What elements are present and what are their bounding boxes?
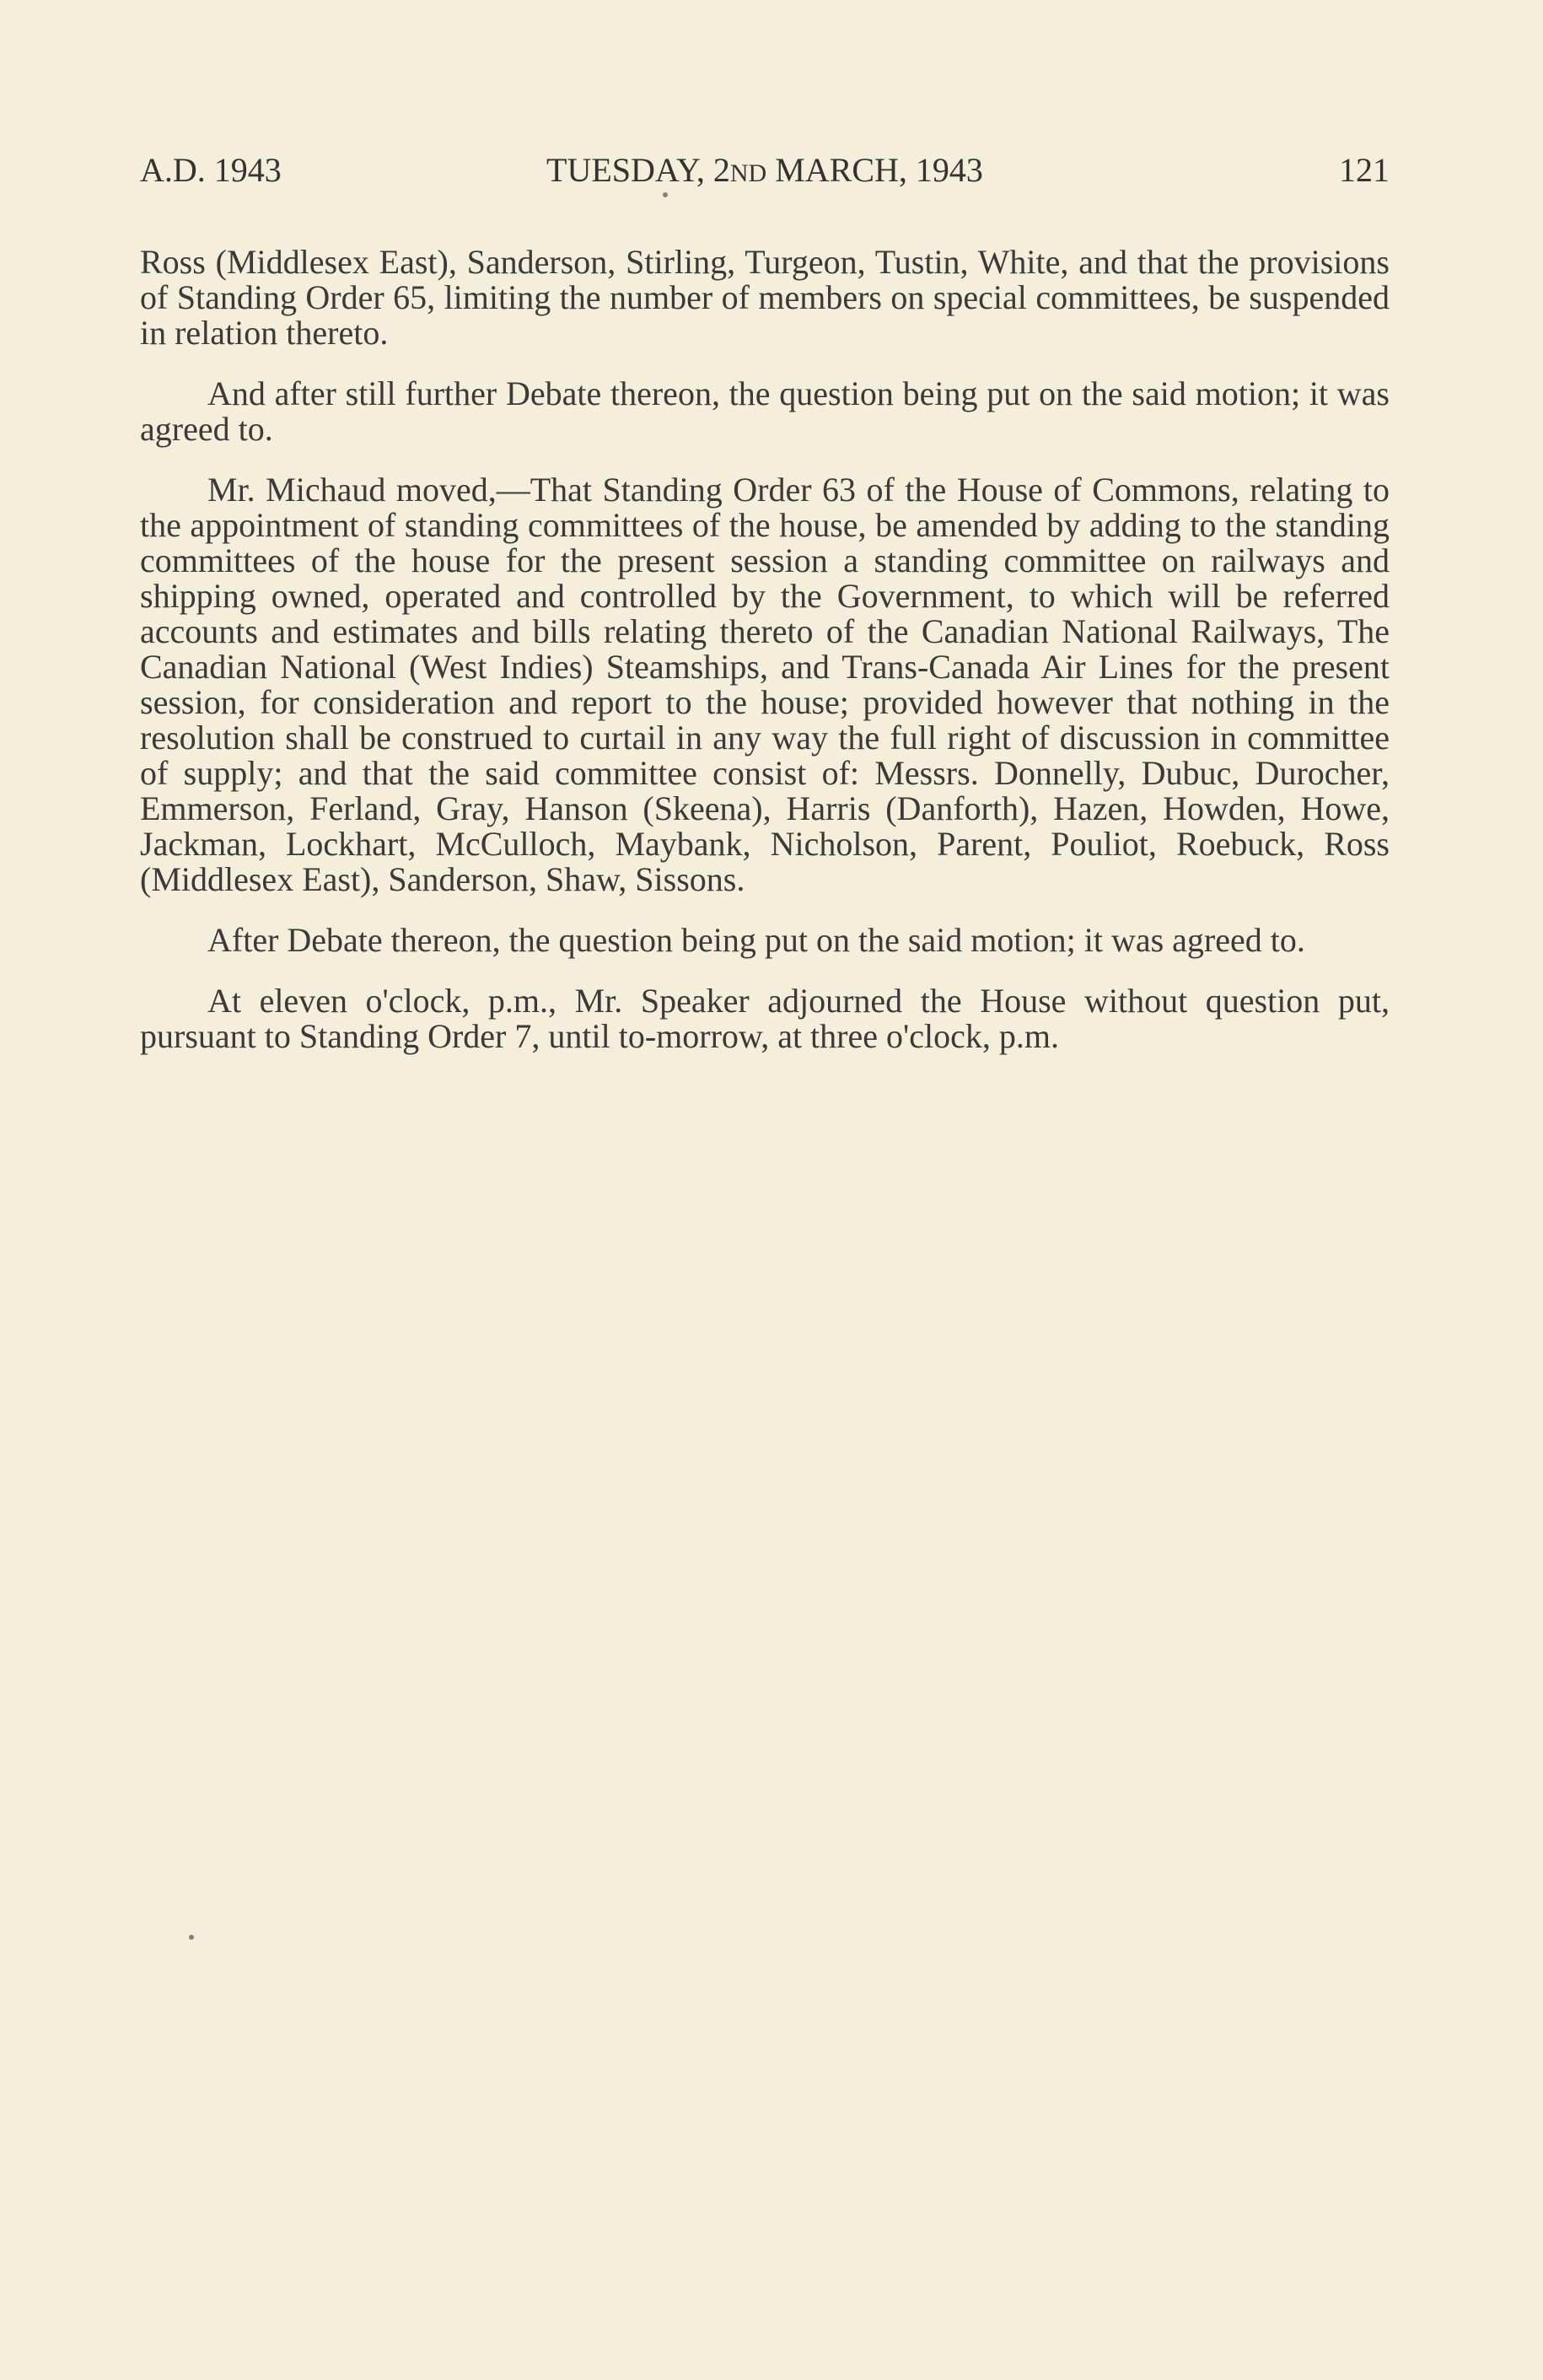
header-year: A.D. 1943 <box>140 151 282 189</box>
paragraph-adjournment: At eleven o'clock, p.m., Mr. Speaker adjourned the House without question put, pursuant to Standing Order 7, until to-morrow, at three o'clock, p.m. <box>140 982 1390 1055</box>
paragraph-debate: And after still further Debate thereon, the question being put on the said motion; it was agreed to. <box>140 374 1390 448</box>
header-date <box>140 150 1390 190</box>
page-number: 121 <box>1339 151 1390 189</box>
paragraph-continuation: Ross (Middlesex East), Sanderson, Stirling, Turgeon, Tustin, White, and that the provisions of Standing Order 65, limiting the number of members on special committees, be suspended in relation thereto. <box>140 243 1390 352</box>
header-date-suffix: MARCH, 1943 <box>766 151 983 189</box>
paragraph-motion: Mr. Michaud moved,—That Standing Order 63 of the House of Commons, relating to the appointment of standing committees of the house, be amended by adding to the standing committees of the house for the present session a standing committee on railways and shipping owned, operated and controlled by the Government, to which will be referred accounts and estimates and bills relating thereto of the Canadian National Railways, The Canadian National (West Indies) Steamships, and Trans-Canada Air Lines for the present session, for consideration and report to the house; provided however that nothing in the resolution shall be construed to curtail in any way the full right of discussion in committee of supply; and that the said committee consist of: Messrs. Donnelly, Dubuc, Durocher, Emmerson, Ferland, Gray, Hanson (Skeena), Harris (Danforth), Hazen, Howden, Howe, Jackman, Lockhart, McCulloch, Maybank, Nicholson, Parent, Pouliot, Roebuck, Ross (Middlesex East), Sanderson, Shaw, Sissons. <box>140 471 1390 898</box>
paper-speck <box>663 192 668 197</box>
header-date-prefix: TUESDAY, 2 <box>546 151 730 189</box>
paragraph-agreed: After Debate thereon, the question being put on the said motion; it was agreed to. <box>207 921 1305 959</box>
header-date-ordinal: ND <box>729 159 767 187</box>
running-header <box>140 150 1390 201</box>
paper-speck <box>189 1935 194 1940</box>
body-text <box>140 245 1390 1080</box>
